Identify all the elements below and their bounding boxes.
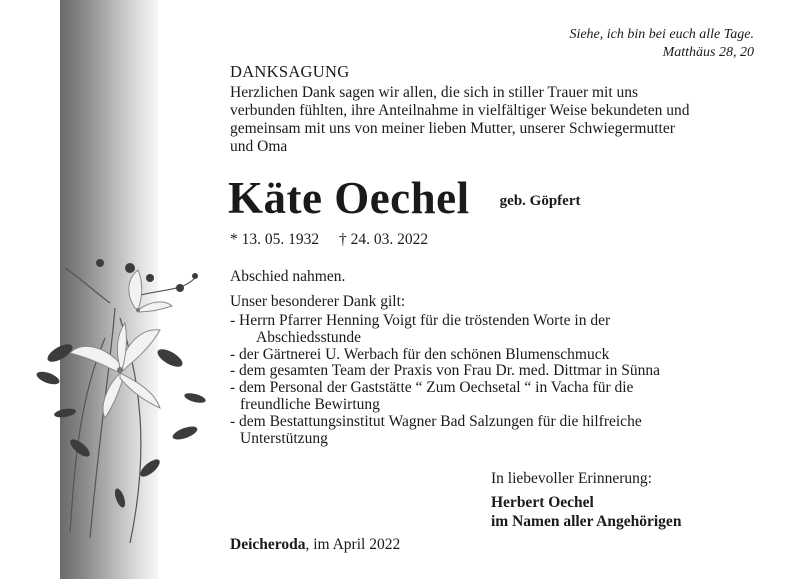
life-dates bbox=[230, 231, 428, 249]
farewell-text: Abschied nahmen. bbox=[230, 268, 346, 285]
bible-verse-reference: Matthäus 28, 20 bbox=[662, 45, 754, 60]
thanks-line: - dem gesamten Team der Praxis von Frau Dr. med. Dittmar in Sünna bbox=[230, 362, 660, 380]
thanks-line: freundliche Bewirtung bbox=[240, 395, 380, 413]
page-title: DANKSAGUNG bbox=[230, 62, 350, 81]
signature bbox=[491, 493, 681, 531]
bible-verse-text: Siehe, ich bin bei euch alle Tage. bbox=[569, 27, 754, 42]
lily-bouquet-illustration bbox=[20, 248, 220, 548]
thanks-line: - dem Personal der Gaststätte “ Zum Oechsetal “ in Vacha für die bbox=[230, 379, 634, 397]
thanks-line: - Herrn Pfarrer Henning Voigt für die tröstenden Worte in der bbox=[230, 312, 611, 329]
thanks-line: Unterstützung bbox=[240, 429, 328, 447]
place-and-date bbox=[230, 536, 400, 554]
intro-line: verbunden fühlten, ihre Anteilnahme in vielfältiger Weise bekundeten und bbox=[230, 102, 690, 119]
death-date: † 24. 03. 2022 bbox=[339, 231, 429, 248]
place-name: Deicheroda bbox=[230, 536, 306, 553]
closing-phrase: In liebevoller Erinnerung: bbox=[491, 470, 652, 487]
thanks-line: Abschiedsstunde bbox=[256, 328, 362, 346]
bible-verse bbox=[569, 26, 754, 62]
thanks-heading: Unser besonderer Dank gilt: bbox=[230, 293, 406, 310]
thanks-list bbox=[230, 313, 770, 447]
signature-name: Herbert Oechel bbox=[491, 494, 594, 511]
thanks-line: - dem Bestattungsinstitut Wagner Bad Salzungen für die hilfreiche bbox=[230, 412, 642, 430]
signature-subline: im Namen aller Angehörigen bbox=[491, 513, 682, 530]
deceased-name: Käte Oechel bbox=[228, 173, 470, 223]
intro-paragraph bbox=[230, 84, 760, 156]
birth-date: * 13. 05. 1932 bbox=[230, 231, 320, 248]
deceased-name-row bbox=[228, 170, 581, 226]
date-text: , im April 2022 bbox=[305, 536, 401, 553]
intro-line: und Oma bbox=[230, 138, 288, 155]
thanks-line: - der Gärtnerei U. Werbach für den schönen Blumenschmuck bbox=[230, 345, 610, 363]
intro-line: Herzlichen Dank sagen wir allen, die sich in stiller Trauer mit uns bbox=[230, 84, 639, 101]
maiden-name: geb. Göpfert bbox=[499, 193, 581, 209]
intro-line: gemeinsam mit uns von meiner lieben Mutter, unserer Schwiegermutter bbox=[230, 120, 675, 137]
